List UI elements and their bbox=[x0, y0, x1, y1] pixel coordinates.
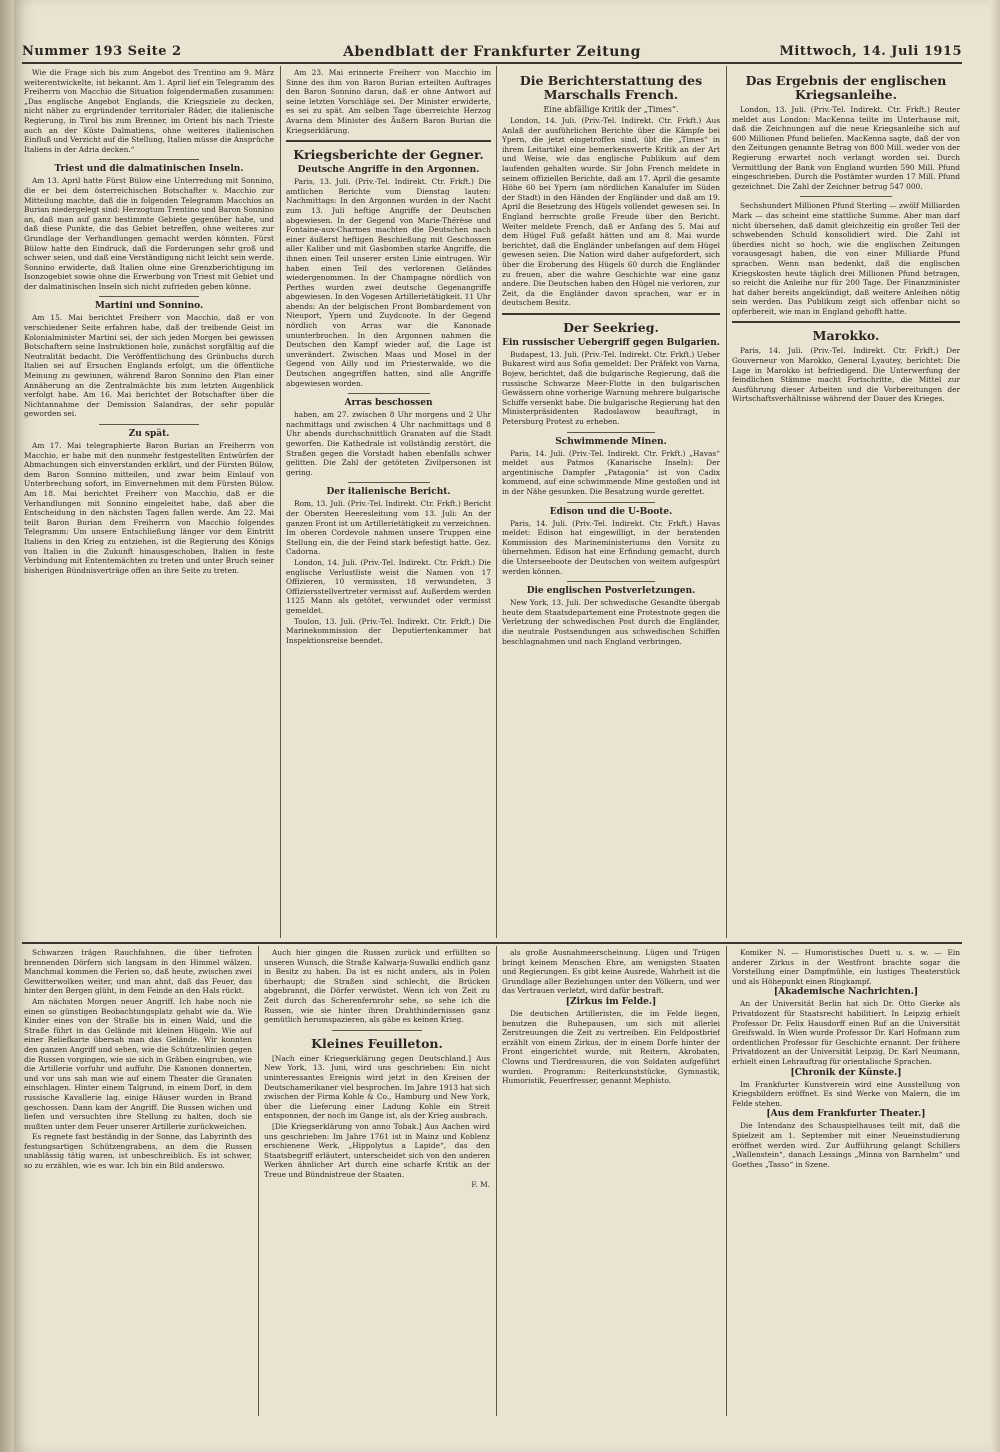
article-paragraph: Sechshundert Millionen Pfund Sterling — zwölf Milliarden Mark — das scheint eine stattliche Summe. Aber man darf nicht übersehen, daß damit gleichzeitig ein großer Teil der schwebenden Schuld konsolidiert wird. Die Zahl ist überdies nicht so hoch, wie die englischen Zeitungen vorausgesagt haben, die von einer Milliarde Pfund sprachen. Wenn man bedenkt, daß die englischen Kriegskosten heute täglich drei Millionen Pfund betragen, so reicht die Anleihe nur für 200 Tage. Der Finanzminister hat daher bereits angekündigt, daß weitere Anleihen nötig sein werden. Das Publikum zeigt sich offenbar nicht so opferbereit, wie man in England gehofft hatte. bbox=[732, 201, 960, 316]
section-heading: [Chronik der Künste.] bbox=[790, 1067, 902, 1078]
issue-number: Nummer 193 Seite 2 bbox=[22, 44, 182, 59]
article-paragraph: [Nach einer Kriegserklärung gegen Deutschland.] Aus New York, 13. Juni, wird uns geschrieben: Ein nicht uninteressantes Ereignis wird jetzt in den Kreisen der Deutschamerikaner viel besprochen. Im Jahre 1913 hat sich zwischen der Firma Kohle & Co., Hamburg und New York, über die Lieferung einer Ladung Kohle ein Streit entsponnen, der noch im Gange ist, als der Krieg ausbrach. bbox=[264, 1053, 490, 1121]
divider bbox=[502, 313, 720, 315]
article-headline: Das Ergebnis der englischen Kriegsanleihe. bbox=[745, 73, 947, 102]
article-paragraph: [Die Kriegserklärung von anno Tobak.] Aus Aachen wird uns geschrieben: Im Jahre 1761 ist in Mainz und Koblenz erschienene Werk, „Hippolytus a Lapide“, das den Staatsbegriff erläutert, unterscheidet sich von den anderen Werken ähnlicher Art durch eine scharfe Kritik an der Treue und Bündnistreue der Staaten. bbox=[264, 1121, 490, 1179]
divider bbox=[348, 393, 430, 394]
article-paragraph: London, 14. Juli. (Priv.-Tel. Indirekt. Ctr. Frkft.) Die englische Verlustliste weist die Namen von 17 Offizieren, 10 vermissten, 18 verwundeten, 3 Offiziersstellvertreter vermisst auf. Außerdem werden 1125 Mann als getötet, verwundet oder vermisst gemeldet. bbox=[286, 557, 491, 615]
article-headline: Kriegsberichte der Gegner. bbox=[293, 147, 484, 163]
divider bbox=[99, 424, 199, 425]
divider bbox=[99, 296, 199, 297]
section-heading: Edison und die U-Boote. bbox=[549, 506, 673, 517]
article-paragraph: Komiker N. — Humoristisches Duett u. s. w. — Ein anderer Zirkus in der Westfront brachte sogar die Vorstellung einer Dampfmühle, ein lustiges Theaterstück und als Höhepunkt einen Ringkampf. bbox=[732, 948, 960, 986]
section-heading: Martini und Sonnino. bbox=[94, 301, 204, 312]
section-heading: [Zirkus im Felde.] bbox=[565, 996, 657, 1007]
section-heading: Ein russischer Uebergriff gegen Bulgarien. bbox=[502, 337, 720, 348]
article-paragraph: Paris, 14. Juli. (Priv.-Tel. Indirekt. Ctr. Frkft.) „Havas“ meldet aus Patmos (Kanarische Inseln): Der argentinische Dampfer „Patagonia“ ist von Cadix kommend, auf eine schwimmende Mine gestoßen und ist in der Nähe gesunken. Die Besatzung wurde gerettet. bbox=[502, 448, 720, 496]
article-paragraph: Die Intendanz des Schauspielhauses teilt mit, daß die Spielzeit am 1. September mit einer Neueinstudierung eröffnet werden wird. Zur Aufführung gelangt Schillers „Wallenstein“, danach Lessings „Minna von Barnhelm“ und Goethes „Tasso“ in Szene. bbox=[732, 1121, 960, 1169]
section-heading: Deutsche Angriffe in den Argonnen. bbox=[297, 165, 480, 176]
divider bbox=[800, 196, 891, 197]
column-rule bbox=[258, 946, 259, 1416]
article-headline: Die Berichterstattung des Marschalls French. bbox=[519, 73, 703, 102]
section-heading: Schwimmende Minen. bbox=[555, 436, 667, 447]
divider bbox=[567, 502, 654, 503]
divider bbox=[732, 321, 960, 323]
divider bbox=[567, 432, 654, 433]
article-paragraph: Am 13. April hatte Fürst Bülow eine Unterredung mit Sonnino, die er bei dem österreichischen Botschafter v. Macchio zur Mitteilung machte, daß die in folgenden Telegramm Macchios an Burian niedergelegt sind: Herzogtum Trentino und Baron Sonnino an, daß man auf ganz bestimmte Gebiete gegenüber habe, und daß diese Punkte, die das Gebiet betreffen, ohne weiteres zur Grundlage der Verhandlungen gemacht werden könnten. Fürst Bülow hatte den Eindruck, daß die Forderungen sehr groß und schwer seien, und daß eine Verständigung nicht leicht sein werde. Sonnino erwiderte, daß Italien ohne eine Grenzberichtigung im Isonzogebiet sowie ohne die Erwerbung von Triest mit Gebiet und der dalmatinischen Inseln sich nicht zufrieden geben könne. bbox=[24, 176, 274, 291]
section-heading: Der italienische Bericht. bbox=[326, 487, 451, 498]
article-paragraph: Die deutschen Artilleristen, die im Felde liegen, benutzen die Ruhepausen, um sich mit allerlei Zerstreuungen die Zeit zu vertreiben. Ein Feldpostbrief erzählt von einem Zirkus, der in einem Dorfe hinter der Front eingerichtet wurde, mit Reitern, Akrobaten, Clowns und Tierdressuren, die von Soldaten aufgeführt wurden. Programm: Reiterkunststücke, Gymnastik, Humoristik, Feuerfresser, genannt Mephisto. bbox=[502, 1008, 720, 1086]
feuilleton-rule bbox=[22, 942, 962, 944]
page-fold bbox=[990, 0, 1000, 1452]
article-headline: Der Seekrieg. bbox=[563, 319, 659, 335]
article-paragraph: Auch hier gingen die Russen zurück und erfüllten so unseren Wunsch, die Straße Kalwarja-Suwalki endlich ganz in Besitz zu haben. Da ist es nicht anders, als in Polen überhaupt; die Straßen sind schlecht, die Brücken abgebrannt, die Dörfer verwüstet. Wenn ich von Zeit zu Zeit durch das Scherenfernrohr sehe, so sehe ich die Russen, wie sie hinter ihren Drahthindernissen ganz gemütlich herumspazieren, als gäbe es keinen Krieg. bbox=[264, 948, 490, 1025]
column-2 bbox=[286, 68, 491, 938]
masthead bbox=[22, 44, 962, 64]
article-paragraph: New York, 13. Juli. Der schwedische Gesandte übergab heute dem Staatsdepartement eine Protestnote gegen die Verletzung der schwedischen Post durch die Engländer, die neutrale Postsendungen aus schwedischen Schiffen beschlagnahmen und nach England verbringen. bbox=[502, 598, 720, 646]
article-paragraph: Es regnete fast beständig in der Sonne, das Labyrinth des festungsartigen Schützengrabens, an dem die Russen unablässig tätig waren, ist unbeschreiblich. Es ist schwer, so zu erzählen, wie es war. Ich bin ein Bild anderswo. bbox=[24, 1132, 252, 1171]
column-rule bbox=[496, 66, 497, 938]
newspaper-title: Abendblatt der Frankfurter Zeitung bbox=[343, 44, 641, 60]
divider bbox=[332, 1030, 422, 1031]
divider bbox=[348, 482, 430, 483]
section-heading: Zu spät. bbox=[128, 429, 170, 439]
feuilleton-column-4 bbox=[732, 948, 960, 1410]
article-paragraph: haben, am 27. zwischen 8 Uhr morgens und 2 Uhr nachmittags und zwischen 4 Uhr nachmittags und 8 Uhr abends durchschnittlich Granaten auf die Stadt geworfen. Die Kathedrale ist vollständig zerstört, die Straßen gegen die Vorstadt haben ebenfalls schwer gelitten. Die Zahl der getöteten Zivilpersonen ist gering. bbox=[286, 410, 491, 477]
divider bbox=[286, 140, 491, 142]
feuilleton-column-1 bbox=[24, 948, 252, 1410]
article-subheadline: Eine abfällige Kritik der „Times“. bbox=[543, 105, 679, 114]
article-paragraph: Paris, 13. Juli. (Priv.-Tel. Indirekt. Ctr. Frkft.) Die amtlichen Berichte vom Dienstag lauten: Nachmittags: In den Argonnen wurden in der Nacht zum 13. Juli heftige Angriffe der Deutschen abgewiesen. In der Gegend von Marie-Thérèse und Fontaine-aux-Charmes machten die Deutschen nach einer äußerst heftigen Beschießung mit Geschossen aller Kaliber und mit Gasbomben starke Angriffe, die ihnen einen Teil unserer ersten Linie eintrugen. Wir haben einen Teil des verlorenen Geländes wiedergenommen. In der Champagne nördlich von Perthes wurden zwei deutsche Gegenangriffe abgewiesen. In den Vogesen Artillerietätigkeit. 11 Uhr abends: An der belgischen Front Bombardement von Nieuport, Ypern und Zuydcoote. In der Gegend nördlich von Arras war die Kanonade ununterbrochen. In den Argonnen nahmen die Deutschen den Kampf wieder auf, die Lage ist unverändert. Zwischen Maas und Mosel in der Gegend von Ailly und im Priesterwalde, wo die Deutschen angegriffen hatten, sind alle Angriffe abgewiesen worden. bbox=[286, 177, 491, 388]
section-heading: [Aus dem Frankfurter Theater.] bbox=[766, 1109, 926, 1120]
article-paragraph: London, 14. Juli. (Priv.-Tel. Indirekt. Ctr. Frkft.) Aus Anlaß der ausführlichen Berichte über die Kämpfe bei Ypern, die jetzt eingetroffen sind, übt die „Times“ in ihrem Leitartikel eine bemerkenswerte Kritik an der Art und Weise, wie das englische Publikum auf dem laufenden gehalten wurde. Sir John French meldete in seinem offiziellen Berichte, daß am 17. April die gesamte Höhe 60 bei Ypern (am nördlichen Kanalufer im Süden der Stadt) in den Händen der Engländer und daß am 19. April die Besetzung des Hügels vollendet gewesen sei. In England herrschte große Freude über den Bericht. Weiter meldete French, daß er Anfang des 5. Mai auf dem Hügel Fuß gefaßt hätten und am 8. Mai wurde berichtet, daß die Engländer unbefangen auf dem Hügel gewesen seien. Die Nation wird daher aufgefordert, sich über die Eroberung des Hügels 60 durch die Engländer zu freuen, aber die wahre Geschichte war eine ganz andere. Die Deutschen haben den Hügel nie verloren, zur Zeit, da die Engländer davon sprachen, war er in deutschem Besitz. bbox=[502, 116, 720, 308]
column-1 bbox=[24, 68, 274, 938]
article-paragraph: Am 23. Mai erinnerte Freiherr von Macchio im Sinne des ihm von Baron Burian erteilten Auftrages den Baron Sonnino daran, daß er ohne Antwort auf seine letzten Vorschläge sei. Der Minister erwiderte, es sei zu spät. Am selben Tage überreichte Herzog Avarna dem Minister des Äußern Baron Burian die Kriegserklärung. bbox=[286, 68, 491, 135]
divider bbox=[99, 159, 199, 160]
page-gutter bbox=[0, 0, 14, 1452]
article-paragraph: Rom, 13. Juli. (Priv.-Tel. Indirekt. Ctr. Frkft.) Bericht der Obersten Heeresleitung vom 13. Juli: An der ganzen Front ist um Artillerietätigkeit zu verzeichnen. Im oberen Cordevole nahmen unsere Truppen eine Stellung ein, die der Feind stark befestigt hatte. Gez. Cadorna. bbox=[286, 499, 491, 557]
article-paragraph: Im Frankfurter Kunstverein wird eine Ausstellung von Kriegsbildern eröffnet. Es sind Werke von Malern, die im Felde stehen. bbox=[732, 1079, 960, 1108]
article-paragraph: Paris, 14. Juli. (Priv.-Tel. Indirekt. Ctr. Frkft.) Der Gouverneur von Marokko, General Lyautey, berichtet: Die Lage in Marokko ist befriedigend. Die Unterwerfung der feindlichen Stämme macht Fortschritte, die Mittel zur Ausführung dieser Arbeiten und die Vorbereitungen der Wirtschaftsverhältnisse während der Dauer des Krieges. bbox=[732, 346, 960, 404]
section-heading: Die englischen Postverletzungen. bbox=[526, 586, 696, 597]
article-paragraph: Am 17. Mai telegraphierte Baron Burian an Freiherrn von Macchio, er habe mit den nunmehr festgestellten Entwürfen der Abmachungen sich einverstanden erklärt, und der Fürsten Bülow, dem Baron Sonnino mitteilen, und zwar beim Einlauf von Unterbrechung sofort, im Einvernehmen mit dem Fürsten Bülow. Am 18. Mai berichtet Freiherr von Macchio, daß er die Verhandlungen mit Sonnino eingeleitet habe, daß aber die Entscheidung in den nächsten Tagen fallen werde. Am 22. Mai teilt Baron Burian dem Freiherrn von Macchio folgendes Telegramm: Um unsere Entschließung länger vor dem Eintritt Italiens in den Krieg zu entziehen, ist die Regierung des Königs von Italien in die Zukunft hinausgeschoben, Italien in feste Verbindung mit Ententemächten zu treten und unter Bruch seiner bisherigen Bündnisverträge offen an ihre Seite zu treten. bbox=[24, 441, 274, 575]
section-heading: Triest und die dalmatinischen Inseln. bbox=[54, 164, 244, 175]
article-paragraph: Wie die Frage sich bis zum Angebot des Trentino am 9. März weiterentwickelte, ist bekannt. Am 1. April lief ein Telegramm des Freiherrn von Macchio die Situation folgendermaßen zusammen: „Das englische Angebot Englands, die Kriegsziele zu decken, nicht näher zu ergründender territorialer Räder, die italienische Regierung, in Tirol bis zum Brenner, im Orient bis nach Trieste auch an der Küste Dalmatiens, ohne weiteres italienischen Einfluß und Verzicht auf die Stellung, Italien müsse die Ansprüche Italiens in der Adria decken.“ bbox=[24, 68, 274, 154]
article-paragraph: Paris, 14. Juli. (Priv.-Tel. Indirekt. Ctr. Frkft.) Havas meldet: Edison hat eingewilligt, in der beratenden Kommission des Marineministeriums den Vorsitz zu übernehmen. Edison hat eine Erfindung gemacht, durch die Unterseeboote der Deutschen von weitem aufgespürt werden können. bbox=[502, 518, 720, 576]
article-paragraph: Am nächsten Morgen neuer Angriff. Ich habe noch nie einen so günstigen Beobachtungsplatz gehabt wie da. Wie Kinder eines von der Straße bis in einen Wald, und die Straße führt in das Gelände mit kleinen Hügeln. Wie auf einer Reliefkarte übersah man das Gelände. Wir konnten den ganzen Angriff und sehen, wie die Schützenlinien gegen die Russen vorgingen, wie sie sich in Gräben eingruben, wie die Artillerie vorfuhr und auffuhr. Die Kanonen donnerten, und vor uns sah man wie auf einem Theater die Granaten einschlagen. Hinter einem Talgrund, in einem Dorf, in dem russische Kavallerie lag, einige Häuser wurden in Brand geschossen. Dann kam der Angriff. Die Russen wichen und liefen und versuchten ihre Stellung zu halten, doch sie mußten unter dem Feuer unserer Artillerie zurückweichen. bbox=[24, 996, 252, 1131]
column-rule bbox=[726, 66, 727, 938]
article-headline: Kleines Feuilleton. bbox=[311, 1035, 443, 1051]
article-paragraph: Toulon, 13. Juli. (Priv.-Tel. Indirekt. Ctr. Frkft.) Die Marinekommission der Deputiertenkammer hat Inspektionsreise beendet. bbox=[286, 616, 491, 645]
column-4 bbox=[732, 68, 960, 938]
article-paragraph: Budapest, 13. Juli. (Priv.-Tel. Indirekt. Ctr. Frkft.) Ueber Bukarest wird aus Sofia gemeldet: Der Präfekt von Varna, Bojew, berichtet, daß die bulgarische Regierung, daß die russische Schwarze Meer-Flotte in den bulgarischen Gewässern ohne vorherige Warnung mehrere bulgarische Schiffe versenkt habe. Die bulgarische Regierung hat den Ministerpräsidenten Radoslawow beauftragt, in Petersburg Protest zu erheben. bbox=[502, 349, 720, 427]
column-rule bbox=[726, 946, 727, 1416]
article-paragraph: Schwarzen trägen Rauchfahnen, die über tiefroten brennenden Dörfern sich langsam in den Himmel wälzen. Manchmal kommen die Ferien so, daß heute, zwischen zwei Gewitterwolken weiter, und man ahnt, daß das Feuer, das hinter den Bergen glüht, in dem Feinde an den Hals rückt. bbox=[24, 948, 252, 996]
article-paragraph: als große Ausnahmeerscheinung. Lügen und Trügen bringt keinem Menschen Ehre, am wenigsten Staaten und Regierungen. Es gibt keine Ausrede, Wahrheit ist die Grundlage aller Beziehungen unter den Völkern, und wer das Vertrauen verletzt, wird dafür bestraft. bbox=[502, 948, 720, 996]
section-heading: [Akademische Nachrichten.] bbox=[773, 987, 919, 998]
issue-date: Mittwoch, 14. Juli 1915 bbox=[779, 44, 962, 59]
masthead-rule bbox=[22, 62, 962, 64]
article-paragraph: London, 13. Juli. (Priv.-Tel. Indirekt. Ctr. Frkft.) Reuter meldet aus London: MacKenna teilte im Unterhause mit, daß die Zeichnungen auf die neue Kriegsanleihe sich auf 600 Millionen Pfund beliefen. MacKenna sagte, daß der von den Zeitungen genannte Betrag von 800 Mill. weder von der Regierung erwartet noch verlangt worden sei. Durch Vermittlung der Bank von England wurden 590 Mill. Pfund eingeschrieben. Durch die Postämter wurden 17 Mill. Pfund gezeichnet. Die Zahl der Zeichner betrug 547 000. bbox=[732, 105, 960, 191]
feuilleton-column-2 bbox=[264, 948, 490, 1410]
section-heading: Arras beschossen bbox=[344, 398, 433, 409]
article-paragraph: An der Universität Berlin hat sich Dr. Otto Gierke als Privatdozent für Staatsrecht habilitiert. In Leipzig erhielt Professor Dr. Felix Hausdorff einen Ruf an die Universität Greifswald. In Wien wurde Professor Dr. Karl Hofmann zum ordentlichen Professor für Geschichte ernannt. Der frühere Privatdozent an der Universität Leipzig, Dr. Karl Neumann, erhielt einen Lehrauftrag für orientalische Sprachen. bbox=[732, 999, 960, 1066]
divider bbox=[567, 581, 654, 582]
article-paragraph: Am 15. Mai berichtet Freiherr von Macchio, daß er von verschiedener Seite erfahren habe, daß der treibende Geist im Kolonialminister Martini sei, der sich jeden Morgen bei gewissen Botschaftern seine Instruktionen hole, zunächst sorgfältig auf die Neutralität bedacht. Die Veröffentlichung des Grünbuchs durch Italien sei auf Ersuchen Englands erfolgt, um die öffentliche Meinung zu gewinnen, während Baron Sonnino den Plan einer Annäherung an die Zentralmächte bis zum letzten Augenblick verfolgt habe. Am 16. Mai berichtet der Botschafter über die Nichtannahme der Demission Salandras, der sehr populär geworden sei. bbox=[24, 313, 274, 419]
author-signature: F. M. bbox=[471, 1180, 490, 1190]
column-3 bbox=[502, 68, 720, 938]
column-rule bbox=[496, 946, 497, 1416]
feuilleton-column-3 bbox=[502, 948, 720, 1410]
article-headline: Marokko. bbox=[812, 328, 880, 344]
column-rule bbox=[280, 66, 281, 938]
